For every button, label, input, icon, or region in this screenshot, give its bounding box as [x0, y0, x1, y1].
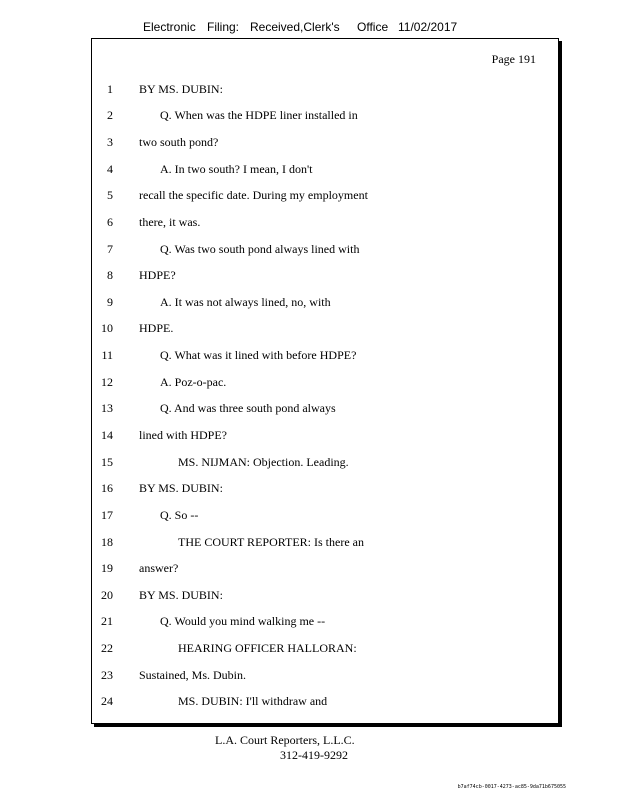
line-text: HEARING OFFICER HALLORAN: [178, 641, 357, 655]
line-text: Q. What was it lined with before HDPE? [160, 348, 357, 362]
line-number: 7 [107, 242, 113, 256]
line-text: Q. When was the HDPE liner installed in [160, 108, 358, 122]
transcript-line [92, 108, 558, 124]
filing-stamp-office: Office [357, 20, 389, 34]
transcript-line [92, 428, 558, 444]
line-number: 12 [101, 375, 113, 389]
transcript-line [92, 162, 558, 178]
transcript-line [92, 82, 558, 98]
line-number: 11 [101, 348, 113, 362]
transcript-line [92, 242, 558, 258]
line-text: BY MS. DUBIN: [139, 481, 223, 495]
line-number: 5 [107, 188, 113, 202]
transcript-line [92, 135, 558, 151]
transcript-line [92, 348, 558, 364]
filing-stamp-received: Received,Clerk's [250, 20, 340, 34]
line-number: 15 [101, 455, 113, 469]
line-number: 6 [107, 215, 113, 229]
transcript-line [92, 455, 558, 471]
page-number: Page 191 [491, 52, 536, 66]
transcript-line [92, 588, 558, 604]
transcript-line [92, 215, 558, 231]
transcript-line [92, 268, 558, 284]
transcript-line [92, 561, 558, 577]
line-text: there, it was. [139, 215, 201, 229]
transcript-line [92, 481, 558, 497]
line-text: A. In two south? I mean, I don't [160, 162, 313, 176]
line-number: 17 [101, 508, 113, 522]
line-number: 22 [101, 641, 113, 655]
line-number: 14 [101, 428, 113, 442]
line-text: two south pond? [139, 135, 219, 149]
line-text: HDPE. [139, 321, 174, 335]
line-text: Q. Would you mind walking me -- [160, 614, 326, 628]
transcript-line [92, 614, 558, 630]
line-text: A. Poz-o-pac. [160, 375, 227, 389]
filing-stamp-header [0, 20, 618, 36]
transcript-line [92, 188, 558, 204]
transcript-line [92, 668, 558, 684]
transcript-line [92, 694, 558, 710]
line-text: answer? [139, 561, 179, 575]
transcript-line [92, 508, 558, 524]
line-text: MS. DUBIN: I'll withdraw and [178, 694, 328, 708]
filing-stamp-filing: Filing: [207, 20, 240, 34]
line-text: Q. Was two south pond always lined with [160, 242, 360, 256]
line-number: 23 [101, 668, 113, 682]
line-text: A. It was not always lined, no, with [160, 295, 331, 309]
line-text: THE COURT REPORTER: Is there an [178, 535, 364, 549]
line-text: recall the specific date. During my employment [139, 188, 368, 202]
line-text: HDPE? [139, 268, 176, 282]
filing-stamp-electronic: Electronic [143, 20, 196, 34]
footer-company: L.A. Court Reporters, L.L.C. [215, 733, 355, 747]
line-text: lined with HDPE? [139, 428, 227, 442]
line-number: 4 [107, 162, 113, 176]
line-number: 20 [101, 588, 113, 602]
footer-phone: 312-419-9292 [280, 748, 348, 762]
line-number: 21 [101, 614, 113, 628]
transcript-line [92, 641, 558, 657]
filing-stamp-date: 11/02/2017 [398, 20, 458, 34]
line-text: MS. NIJMAN: Objection. Leading. [178, 455, 349, 469]
document-id: b7af74cb-0017-4273-ac85-9da71b675055 [457, 784, 566, 790]
line-text: BY MS. DUBIN: [139, 82, 223, 96]
line-number: 8 [107, 268, 113, 282]
transcript-page [91, 38, 559, 724]
transcript-line [92, 375, 558, 391]
transcript-line [92, 295, 558, 311]
line-text: Q. So -- [160, 508, 199, 522]
line-text: Q. And was three south pond always [160, 401, 336, 415]
transcript-line [92, 535, 558, 551]
line-number: 19 [101, 561, 113, 575]
line-number: 24 [101, 694, 113, 708]
line-number: 1 [107, 82, 113, 96]
line-text: Sustained, Ms. Dubin. [139, 668, 247, 682]
line-number: 10 [101, 321, 113, 335]
line-number: 9 [107, 295, 113, 309]
transcript-line [92, 401, 558, 417]
line-number: 13 [101, 401, 113, 415]
line-number: 16 [101, 481, 113, 495]
line-text: BY MS. DUBIN: [139, 588, 223, 602]
line-number: 3 [107, 135, 113, 149]
transcript-line [92, 321, 558, 337]
line-number: 18 [101, 535, 113, 549]
line-number: 2 [107, 108, 113, 122]
